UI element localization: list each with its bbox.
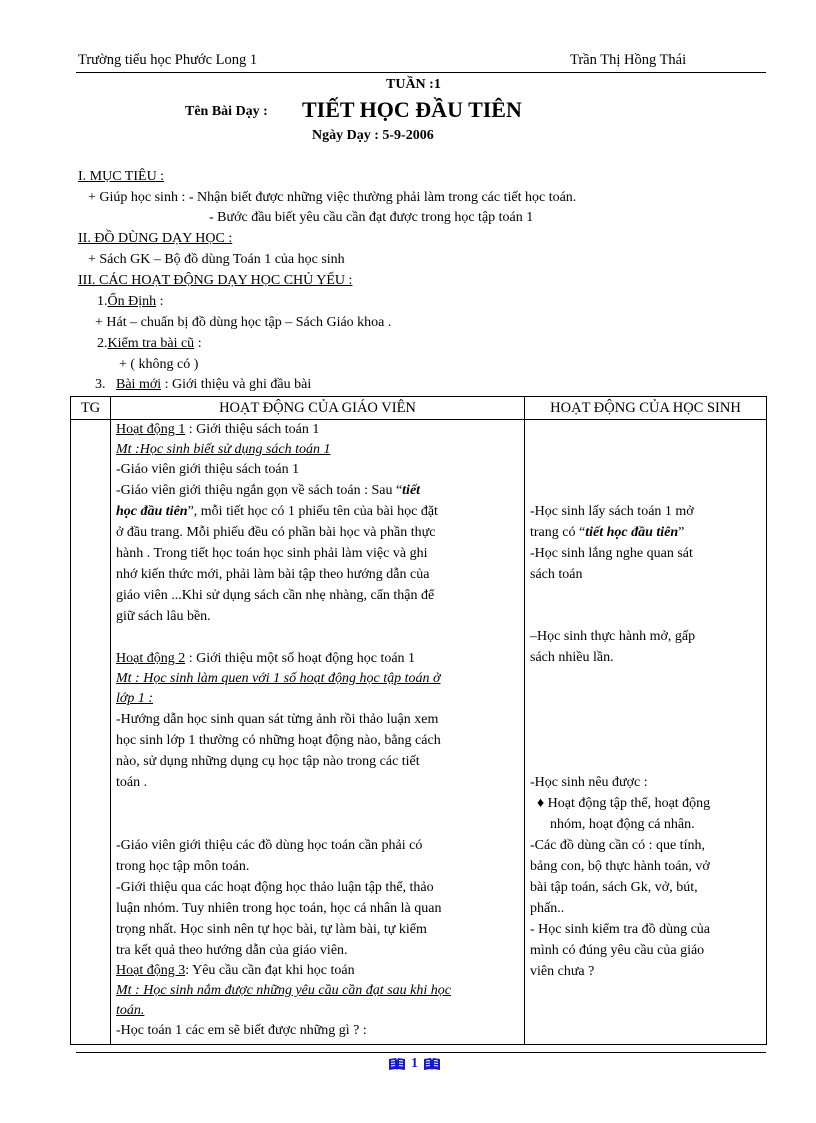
step-1-heading: 1.Ổn Định : (97, 294, 164, 309)
activity-2-heading: Hoạt động 2 : Giới thiệu một số hoạt động học toán 1 (116, 651, 416, 666)
teacher-line: hành . Trong tiết học toán học sinh phải làm việc và ghi (116, 546, 428, 561)
lesson-table (70, 396, 767, 1045)
student-line: -Học sinh lắng nghe quan sát (530, 546, 693, 561)
step-2-heading: 2.Kiểm tra bài cũ : (97, 336, 202, 351)
student-line: - Học sinh kiểm tra đồ dùng của (530, 922, 711, 937)
student-cell (525, 420, 767, 1045)
diamond-bullet-icon: ♦ (537, 796, 545, 811)
book-icon (388, 1057, 406, 1071)
teacher-line: nào, sử dụng những dụng cụ học tập nào trong các tiết (116, 754, 420, 769)
student-line: –Học sinh thực hành mở, gấp (530, 629, 696, 644)
student-line: trang có “tiết học đầu tiên” (530, 525, 685, 540)
section-3-heading: III. CÁC HOẠT ĐỘNG DẠY HỌC CHỦ YẾU : (78, 273, 353, 288)
teacher-line: ở đầu trang. Mỗi phiếu đều có phần bài học và phần thực (116, 525, 436, 540)
step-3-heading: 3. Bài mới : Giới thiệu và ghi đầu bài (95, 377, 312, 392)
teacher-cell (111, 420, 525, 1045)
teacher-line: -Hướng dẫn học sinh quan sát từng ảnh rồi thảo luận xem (116, 712, 439, 727)
activity-3-goal: Mt : Học sinh nắm được những yêu cầu cần đạt sau khi học (116, 983, 451, 998)
student-line: -Học sinh lấy sách toán 1 mở (530, 504, 694, 519)
activity-3-heading: Hoạt động 3: Yêu cầu cần đạt khi học toán (116, 963, 355, 978)
activity-2-goal: Mt : Học sinh làm quen với 1 số hoạt động học tập toán ở (116, 671, 441, 686)
student-line: mình có đúng yêu cầu của giáo (530, 943, 705, 958)
student-bullet-line: ♦ Hoạt động tập thể, hoạt động (537, 796, 711, 811)
teacher-line: -Học toán 1 các em sẽ biết được những gì ? : (116, 1023, 367, 1038)
student-line: sách toán (530, 567, 583, 582)
teacher-line: học đầu tiên”, mỗi tiết học có 1 phiếu tên của bài học đặt (116, 504, 438, 519)
student-line: phấn.. (530, 901, 565, 916)
teacher-line: học sinh lớp 1 thường có những hoạt động nào, bằng cách (116, 733, 441, 748)
lesson-date: Ngày Dạy : 5-9-2006 (312, 128, 434, 143)
section-1-heading: I. MỤC TIÊU : (78, 169, 165, 184)
teacher-line: giữ sách lâu bền. (116, 609, 211, 624)
student-line: -Các đồ dùng cần có : que tính, (530, 838, 705, 853)
activity-2-goal-cont: lớp 1 : (116, 691, 154, 706)
step-1-line: + Hát – chuẩn bị đồ dùng học tập – Sách Giáo khoa . (95, 315, 392, 330)
student-line: nhóm, hoạt động cá nhân. (550, 817, 695, 832)
activity-1-heading: Hoạt động 1 : Giới thiệu sách toán 1 (116, 422, 320, 437)
teacher-name: Trần Thị Hồng Thái (570, 52, 687, 68)
teacher-line: tra kết quả theo hướng dẫn của giáo viên. (116, 943, 348, 958)
book-icon (423, 1057, 441, 1071)
teacher-line: -Giáo viên giới thiệu ngắn gọn về sách toán : Sau “tiết (116, 483, 421, 498)
student-line: bài tập toán, sách Gk, vở, bút, (530, 880, 698, 895)
lesson-label: Tên Bài Dạy : (185, 104, 268, 119)
student-line: bảng con, bộ thực hành toán, vở (530, 859, 710, 874)
teacher-line: nhớ kiến thức mới, phải làm bài tập theo hướng dẫn của (116, 567, 430, 582)
col-student-activity: HOẠT ĐỘNG CỦA HỌC SINH (525, 397, 767, 420)
week-label: TUẦN :1 (386, 77, 441, 92)
teacher-line: -Giới thiệu qua các hoạt động học thảo luận tập thể, thảo (116, 880, 434, 895)
col-teacher-activity: HOẠT ĐỘNG CỦA GIÁO VIÊN (111, 397, 525, 420)
teacher-line: -Giáo viên giới thiệu sách toán 1 (116, 462, 300, 477)
activity-3-goal-cont: toán. (116, 1003, 145, 1018)
table-header-row (71, 397, 767, 420)
step-2-line: + ( không có ) (119, 357, 199, 372)
student-line: viên chưa ? (530, 964, 595, 979)
page-footer (388, 1056, 441, 1072)
section-2-heading: II. ĐỒ DÙNG DẠY HỌC : (78, 231, 233, 246)
teacher-line: toán . (116, 775, 148, 790)
objective-line-2: - Bước đầu biết yêu cầu cần đạt được trong học tập toán 1 (209, 210, 534, 225)
school-name: Trường tiểu học Phước Long 1 (78, 52, 258, 68)
footer-rule (76, 1052, 766, 1053)
teacher-line: -Giáo viên giới thiệu các đồ dùng học toán cần phải có (116, 838, 423, 853)
teacher-line: trọng nhất. Học sinh nên tự học bài, tự làm bài, tự kiểm (116, 922, 427, 937)
teacher-line: trong học tập môn toán. (116, 859, 250, 874)
student-line: -Học sinh nêu được : (530, 775, 648, 790)
materials-line: + Sách GK – Bộ đồ dùng Toán 1 của học sinh (88, 252, 345, 267)
teacher-line: giáo viên ...Khi sử dụng sách cần nhẹ nhàng, cẩn thận để (116, 588, 435, 603)
activity-1-goal: Mt :Học sinh biết sử dụng sách toán 1 (116, 442, 331, 457)
teacher-line: luận nhóm. Tuy nhiên trong học toán, học cá nhân là quan (116, 901, 442, 916)
header-rule (76, 72, 766, 73)
col-tg: TG (71, 397, 111, 420)
table-body-row (71, 420, 767, 1045)
objective-line-1: + Giúp học sinh : - Nhận biết được những việc thường phải làm trong các tiết học toán. (88, 190, 577, 205)
lesson-title: TIẾT HỌC ĐẦU TIÊN (302, 97, 522, 122)
student-line: sách nhiều lần. (530, 650, 614, 665)
page-number: 1 (411, 1056, 418, 1071)
tg-cell (71, 420, 111, 1045)
